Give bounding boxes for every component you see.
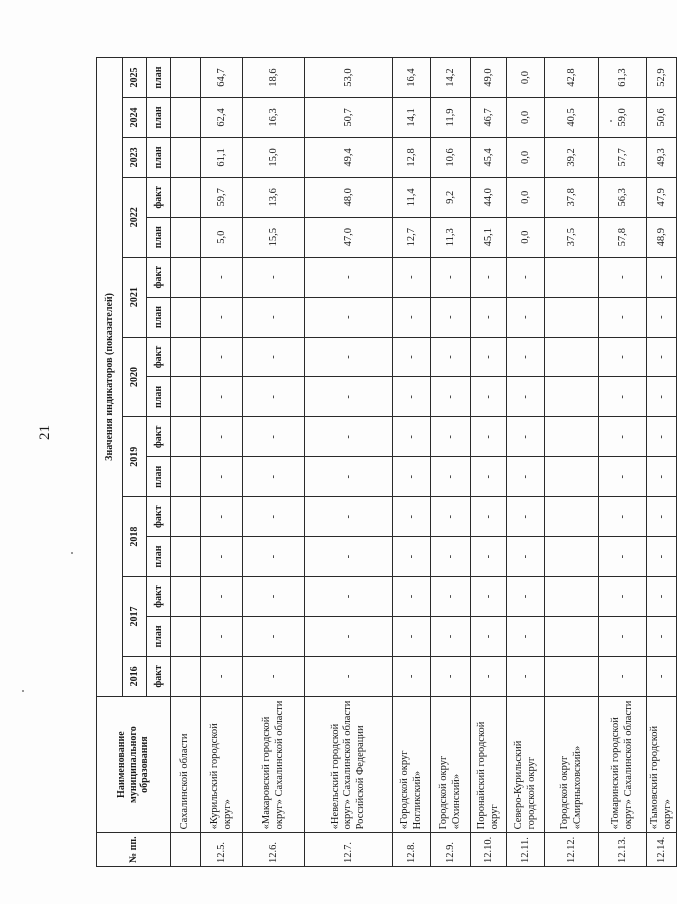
indicator-value: 39,2 (545, 137, 599, 177)
continuation-row (171, 58, 201, 867)
indicator-value: - (471, 377, 507, 417)
indicator-value: - (599, 417, 647, 457)
header-year: 2025 (123, 58, 147, 98)
indicator-value: - (471, 257, 507, 297)
indicator-value: - (393, 417, 431, 457)
indicator-value: - (647, 337, 677, 377)
indicator-value: - (647, 537, 677, 577)
page-number: 21 (37, 425, 53, 440)
indicator-value: - (599, 497, 647, 537)
indicator-value: 49,3 (647, 137, 677, 177)
indicator-value: - (599, 537, 647, 577)
table-row (243, 58, 305, 867)
row-number: 12.11. (507, 833, 545, 867)
header-values: Значения индикаторов (показателей) (97, 58, 123, 697)
indicator-value: 50,6 (647, 98, 677, 138)
indicator-value: - (393, 537, 431, 577)
header-year: 2021 (123, 257, 147, 337)
indicator-value: - (431, 377, 471, 417)
indicator-value: 47,0 (305, 217, 393, 257)
header-sub: факт (147, 497, 171, 537)
header-sub: план (147, 217, 171, 257)
indicator-value: - (243, 257, 305, 297)
indicator-value: 56,3 (599, 177, 647, 217)
indicator-value: 0,0 (507, 98, 545, 138)
indicator-value: - (471, 656, 507, 696)
indicator-value: - (393, 377, 431, 417)
indicator-value: 57,8 (599, 217, 647, 257)
header-sub: факт (147, 656, 171, 696)
indicator-value: 53,0 (305, 58, 393, 98)
indicator-value: - (243, 616, 305, 656)
header-sub: план (147, 58, 171, 98)
row-number: 12.5. (201, 833, 243, 867)
indicator-value: 59,7 (201, 177, 243, 217)
indicator-value: - (507, 616, 545, 656)
indicator-value: - (201, 616, 243, 656)
header-sub: факт (147, 337, 171, 377)
indicator-value (545, 337, 599, 377)
indicator-value: 13,6 (243, 177, 305, 217)
indicator-value: - (243, 537, 305, 577)
indicator-value: 15,5 (243, 217, 305, 257)
indicator-value: 44,0 (471, 177, 507, 217)
indicator-value (545, 457, 599, 497)
indicator-value: 61,1 (201, 137, 243, 177)
indicator-value: 42,8 (545, 58, 599, 98)
indicator-value: 48,0 (305, 177, 393, 217)
indicator-value: - (305, 457, 393, 497)
indicator-value: - (305, 377, 393, 417)
header-sub: факт (147, 257, 171, 297)
indicator-value: - (647, 417, 677, 457)
header-sub: факт (147, 417, 171, 457)
indicator-value: 14,1 (393, 98, 431, 138)
table-body (171, 58, 677, 867)
indicator-value: 16,3 (243, 98, 305, 138)
indicator-value: - (393, 457, 431, 497)
indicator-value: - (201, 457, 243, 497)
indicator-value: 52,9 (647, 58, 677, 98)
municipality-name: «Курильский городской округ» (201, 696, 243, 833)
indicator-value: 49,4 (305, 137, 393, 177)
municipality-name: Поронайский городской округ (471, 696, 507, 833)
indicator-value: 50,7 (305, 98, 393, 138)
indicator-value: - (471, 297, 507, 337)
indicator-value: 14,2 (431, 58, 471, 98)
header-year: 2016 (123, 656, 147, 696)
indicator-value: - (647, 577, 677, 617)
indicator-value: 45,1 (471, 217, 507, 257)
header-year: 2019 (123, 417, 147, 497)
indicator-value: - (243, 377, 305, 417)
indicator-value: - (431, 337, 471, 377)
indicator-value (545, 497, 599, 537)
indicator-value: - (431, 257, 471, 297)
table-row (545, 58, 599, 867)
indicator-value: - (393, 257, 431, 297)
header-year: 2022 (123, 177, 147, 257)
municipality-name: «Макаровский городской округ» Сахалинской области (243, 696, 305, 833)
indicator-value: - (243, 577, 305, 617)
scan-speck (610, 120, 612, 122)
indicator-value: - (507, 537, 545, 577)
row-number: 12.12. (545, 833, 599, 867)
indicator-value: 37,5 (545, 217, 599, 257)
indicator-value: 47,9 (647, 177, 677, 217)
table-row (201, 58, 243, 867)
indicator-value: - (507, 337, 545, 377)
indicator-value: - (393, 497, 431, 537)
row-number: 12.8. (393, 833, 431, 867)
table-row (393, 58, 431, 867)
indicator-value: - (305, 616, 393, 656)
table-row (471, 58, 507, 867)
indicator-value: - (599, 616, 647, 656)
indicator-value: - (201, 656, 243, 696)
indicator-value: - (599, 337, 647, 377)
indicator-value: - (507, 497, 545, 537)
indicator-value: - (305, 577, 393, 617)
row-number (171, 833, 201, 867)
header-sub: план (147, 137, 171, 177)
indicator-value: - (507, 656, 545, 696)
indicator-value: 0,0 (507, 217, 545, 257)
indicator-value: - (305, 417, 393, 457)
table-row (647, 58, 677, 867)
indicator-value: - (201, 577, 243, 617)
indicator-value: - (243, 656, 305, 696)
indicator-value: - (647, 377, 677, 417)
indicator-value: - (507, 577, 545, 617)
indicator-value: - (431, 616, 471, 656)
indicator-value: 59,0 (599, 98, 647, 138)
indicator-value: - (647, 297, 677, 337)
indicator-value: - (431, 497, 471, 537)
scan-speck (71, 552, 73, 554)
indicator-value: - (647, 497, 677, 537)
header-year: 2024 (123, 98, 147, 138)
row-number: 12.10. (471, 833, 507, 867)
indicator-value: - (599, 257, 647, 297)
header-sub: план (147, 537, 171, 577)
row-number: 12.7. (305, 833, 393, 867)
indicator-value: 10,6 (431, 137, 471, 177)
indicator-value: 61,3 (599, 58, 647, 98)
municipality-name: «Тымовский городской округ» (647, 696, 677, 833)
indicator-value: - (305, 537, 393, 577)
indicator-value (545, 656, 599, 696)
indicator-value: 15,0 (243, 137, 305, 177)
municipality-name: «Томаринский городской округ» Сахалинской области (599, 696, 647, 833)
table-row (431, 58, 471, 867)
indicator-value: - (243, 457, 305, 497)
indicator-value: - (305, 656, 393, 696)
header-sub: факт (147, 177, 171, 217)
municipality-name: Сахалинской области (171, 696, 201, 833)
municipality-name: «Невельский городской округ» Сахалинской области Российской Федерации (305, 696, 393, 833)
table-row (305, 58, 393, 867)
indicator-value: - (201, 297, 243, 337)
indicator-value: 37,8 (545, 177, 599, 217)
rotated-table-container (96, 57, 673, 867)
indicator-value: - (471, 337, 507, 377)
indicator-value: - (201, 537, 243, 577)
indicator-value: - (471, 537, 507, 577)
indicator-value: - (647, 656, 677, 696)
indicator-value: 12,8 (393, 137, 431, 177)
indicator-value: 16,4 (393, 58, 431, 98)
indicator-value: - (431, 577, 471, 617)
indicator-value: 18,6 (243, 58, 305, 98)
indicator-value: - (243, 497, 305, 537)
municipality-name: Городской округ «Смирныховский» (545, 696, 599, 833)
indicator-value: - (471, 616, 507, 656)
indicator-value: 11,9 (431, 98, 471, 138)
indicator-value: 5,0 (201, 217, 243, 257)
indicator-value (545, 257, 599, 297)
municipality-name: «Городской округ Ногликский» (393, 696, 431, 833)
indicator-value: 12,7 (393, 217, 431, 257)
indicator-value: - (507, 257, 545, 297)
indicator-value: - (599, 377, 647, 417)
indicator-value: - (507, 297, 545, 337)
indicator-value: - (393, 656, 431, 696)
indicator-value: 62,4 (201, 98, 243, 138)
indicator-value (545, 616, 599, 656)
indicator-value: - (243, 417, 305, 457)
indicator-value: - (599, 656, 647, 696)
indicator-value: - (507, 377, 545, 417)
header-no: № пп. (97, 833, 171, 867)
indicator-value (545, 297, 599, 337)
municipality-name: Городской округ «Охинский» (431, 696, 471, 833)
indicator-value (545, 537, 599, 577)
indicator-value: - (599, 457, 647, 497)
indicators-table (96, 57, 677, 867)
indicator-value: - (471, 417, 507, 457)
indicator-value: - (507, 457, 545, 497)
indicator-value: 9,2 (431, 177, 471, 217)
indicator-value: - (393, 616, 431, 656)
table-row (599, 58, 647, 867)
indicator-value: - (201, 497, 243, 537)
indicator-value: 0,0 (507, 177, 545, 217)
indicator-value: 11,4 (393, 177, 431, 217)
indicator-value: 49,0 (471, 58, 507, 98)
indicator-value: 0,0 (507, 137, 545, 177)
header-sub: план (147, 457, 171, 497)
indicator-value: - (599, 577, 647, 617)
table-row (507, 58, 545, 867)
indicator-value: - (393, 577, 431, 617)
indicator-value: - (471, 457, 507, 497)
indicator-value: - (647, 616, 677, 656)
indicator-value: 40,5 (545, 98, 599, 138)
indicator-value: - (431, 297, 471, 337)
header-sub: план (147, 616, 171, 656)
indicator-value (545, 577, 599, 617)
indicator-value: - (305, 297, 393, 337)
header-sub: факт (147, 577, 171, 617)
indicator-value: - (647, 457, 677, 497)
row-number: 12.9. (431, 833, 471, 867)
row-number: 12.13. (599, 833, 647, 867)
indicator-value: - (201, 257, 243, 297)
indicator-value: 48,9 (647, 217, 677, 257)
header-sub: план (147, 297, 171, 337)
indicator-value: - (471, 577, 507, 617)
indicator-value: 0,0 (507, 58, 545, 98)
indicator-value: 11,3 (431, 217, 471, 257)
indicator-value: 45,4 (471, 137, 507, 177)
header-sub: план (147, 98, 171, 138)
indicator-value: - (507, 417, 545, 457)
indicator-value: - (431, 417, 471, 457)
header-year: 2020 (123, 337, 147, 417)
indicator-value: - (243, 297, 305, 337)
indicator-value: - (305, 257, 393, 297)
scan-speck (22, 690, 24, 692)
indicator-value: - (431, 656, 471, 696)
indicator-value: - (647, 257, 677, 297)
row-number: 12.6. (243, 833, 305, 867)
header-name: Наименование муниципального образования (97, 696, 171, 833)
indicator-value: - (431, 537, 471, 577)
indicator-value: - (471, 497, 507, 537)
header-year: 2018 (123, 497, 147, 577)
indicator-value: 57,7 (599, 137, 647, 177)
header-sub: план (147, 377, 171, 417)
indicator-value: - (393, 337, 431, 377)
indicator-value: 46,7 (471, 98, 507, 138)
indicator-value: - (599, 297, 647, 337)
indicator-value: - (431, 457, 471, 497)
indicator-value (545, 417, 599, 457)
indicator-value: - (243, 337, 305, 377)
indicator-value: - (305, 337, 393, 377)
indicator-value: - (201, 377, 243, 417)
municipality-name: Северо-Курильский городской округ (507, 696, 545, 833)
header-year: 2017 (123, 577, 147, 657)
indicator-value: - (305, 497, 393, 537)
indicator-value (545, 377, 599, 417)
header-year: 2023 (123, 137, 147, 177)
indicator-value: 64,7 (201, 58, 243, 98)
indicator-value: - (201, 417, 243, 457)
row-number: 12.14. (647, 833, 677, 867)
indicator-value: - (393, 297, 431, 337)
indicator-value: - (201, 337, 243, 377)
